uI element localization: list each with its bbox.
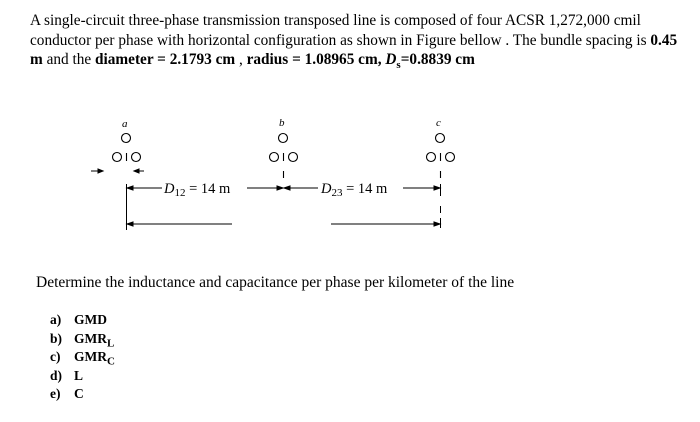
conductor-b-left xyxy=(270,153,279,162)
problem-part1: A single-circuit three-phase transmission transposed line is composed of four ACSR 1,272,000 cmil conductor per phase with horizontal configuration as shown in Figure bellow . The bundle spacing is xyxy=(30,12,651,49)
conductor-c-right xyxy=(446,153,455,162)
part-c: c) $GMR_C$ xyxy=(50,349,115,368)
separator: , xyxy=(235,51,247,68)
conductor-a-right xyxy=(132,153,141,162)
problem-part2: and the xyxy=(42,51,95,68)
ds-symbol: D xyxy=(385,51,397,68)
phase-c-bundle xyxy=(427,134,455,179)
conductor-a-top xyxy=(122,134,131,143)
d12-label: $D_{12} = 14$ m xyxy=(164,181,231,199)
conductor-b-right xyxy=(289,153,298,162)
part-a: a) GMD xyxy=(50,312,107,327)
part-e: e) C xyxy=(50,386,84,402)
phase-b-bundle xyxy=(270,134,298,179)
conductor-b-top xyxy=(279,134,288,143)
diameter-value: diameter = 2.1793 cm xyxy=(95,51,236,68)
phase-c-label: c xyxy=(436,117,441,129)
conductor-c-top xyxy=(436,134,445,143)
ds-subscript: s xyxy=(396,59,401,72)
phase-b-label: b xyxy=(279,117,285,129)
conductor-a-left xyxy=(113,153,122,162)
part-d: d) L xyxy=(50,367,84,383)
part-b: b) $GMR_L$ xyxy=(50,330,115,350)
phase-a-label: a xyxy=(122,118,128,130)
radius-value: radius = 1.08965 cm, xyxy=(246,51,386,68)
phase-a-bundle xyxy=(113,134,141,162)
bundle-spacing-value: 0.45 xyxy=(650,31,678,49)
bundle-spacing-unit: m xyxy=(30,51,43,68)
ds-value: =0.8839 cm xyxy=(400,51,475,68)
conductor-c-left xyxy=(427,153,436,162)
bundle-spacing-arrows xyxy=(91,169,144,173)
parts-list xyxy=(50,311,115,404)
d23-label: $D_{23} = 14$ m xyxy=(321,181,388,199)
question-text: Determine the inductance and capacitance per phase per kilometer of the line xyxy=(36,274,515,291)
